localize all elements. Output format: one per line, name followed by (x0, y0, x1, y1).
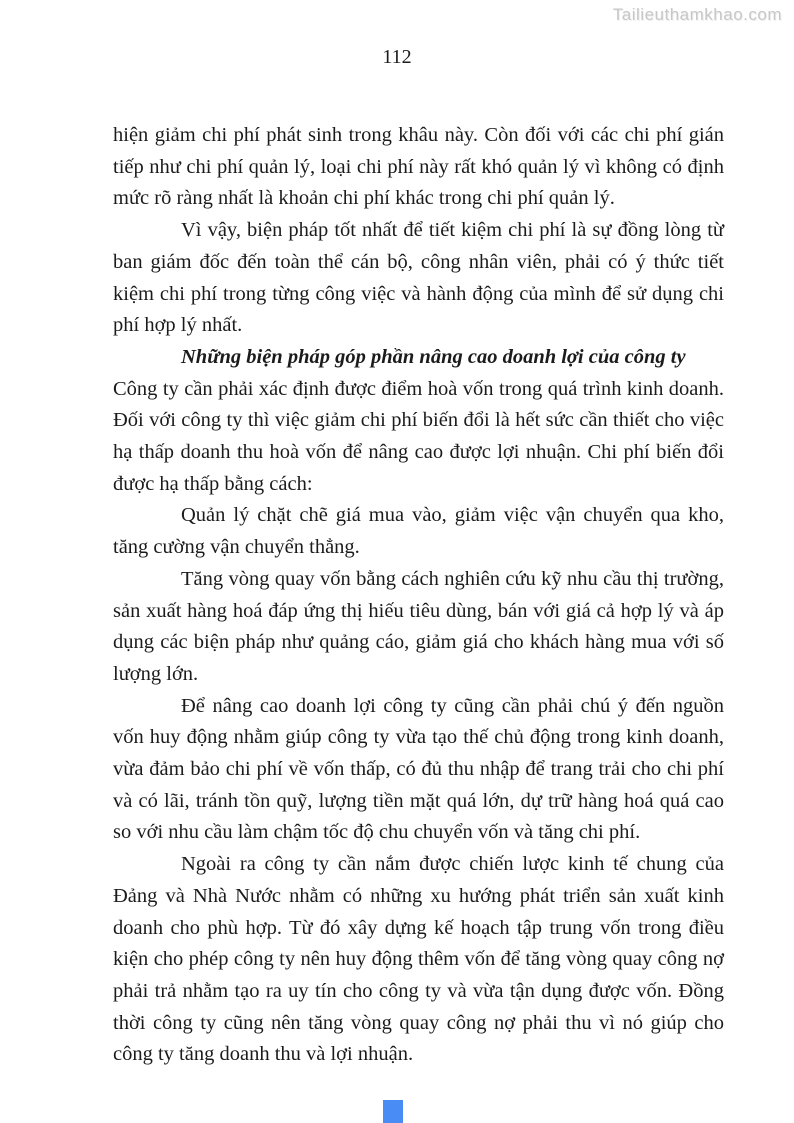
paragraph: hiện giảm chi phí phát sinh trong khâu này. Còn đối với các chi phí gián tiếp như chi phí quản lý, loại chi phí này rất khó quản lý vì không có định mức rõ ràng nhất là khoản chi phí khác trong chi phí quản lý. (113, 124, 724, 210)
paragraph: Tăng vòng quay vốn bằng cách nghiên cứu kỹ nhu cầu thị trường, sản xuất hàng hoá đáp ứng thị hiếu tiêu dùng, bán với giá cả hợp lý và áp dụng các biện pháp như quảng cáo, giảm giá cho khách hàng mua với số lượng lớn. (113, 567, 724, 685)
paragraph: Quản lý chặt chẽ giá mua vào, giảm việc vận chuyển qua kho, tăng cường vận chuyển thẳng. (113, 504, 724, 559)
section-heading: Những biện pháp góp phần nâng cao doanh lợi của công ty (181, 345, 686, 368)
paragraph: Vì vậy, biện pháp tốt nhất để tiết kiệm chi phí là sự đồng lòng từ ban giám đốc đến toàn thể cán bộ, công nhân viên, phải có ý thức tiết kiệm chi phí trong từng công việc và hành động của mình để sử dụng chi phí hợp lý nhất. (113, 219, 724, 337)
paragraph: Để nâng cao doanh lợi công ty cũng cần phải chú ý đến nguồn vốn huy động nhằm giúp công ty vừa tạo thế chủ động trong kinh doanh, vừa đảm bảo chi phí về vốn thấp, có đủ thu nhập để trang trải cho chi phí và có lãi, tránh tồn quỹ, lượng tiền mặt quá lớn, dự trữ hàng hoá quá cao so với nhu cầu làm chậm tốc độ chu chuyển vốn và tăng chi phí. (113, 694, 724, 844)
paragraph: Ngoài ra công ty cần nắm được chiến lược kinh tế chung của Đảng và Nhà Nước nhằm có những xu hướng phát triển sản xuất kinh doanh cho phù hợp. Từ đó xây dựng kế hoạch tập trung vốn trong điều kiện cho phép công ty nên huy động thêm vốn để tăng vòng quay công nợ phải trả nhằm tạo ra uy tín cho công ty và vừa tận dụng được vốn. Đồng thời công ty cũng nên tăng vòng quay công nợ phải thu vì nó giúp cho công ty tăng doanh thu và lợi nhuận. (113, 853, 724, 1066)
paragraph: Công ty cần phải xác định được điểm hoà vốn trong quá trình kinh doanh. Đối với công ty thì việc giảm chi phí biến đổi là hết sức cần thiết cho việc hạ thấp doanh thu hoà vốn để nâng cao được lợi nhuận. Chi phí biến đổi được hạ thấp bằng cách: (113, 377, 724, 495)
site-watermark: Tailieuthamkhao.com (612, 5, 782, 24)
document-body (113, 120, 724, 1071)
footer-blue-marker (383, 1100, 403, 1123)
page-number: 112 (382, 46, 412, 68)
